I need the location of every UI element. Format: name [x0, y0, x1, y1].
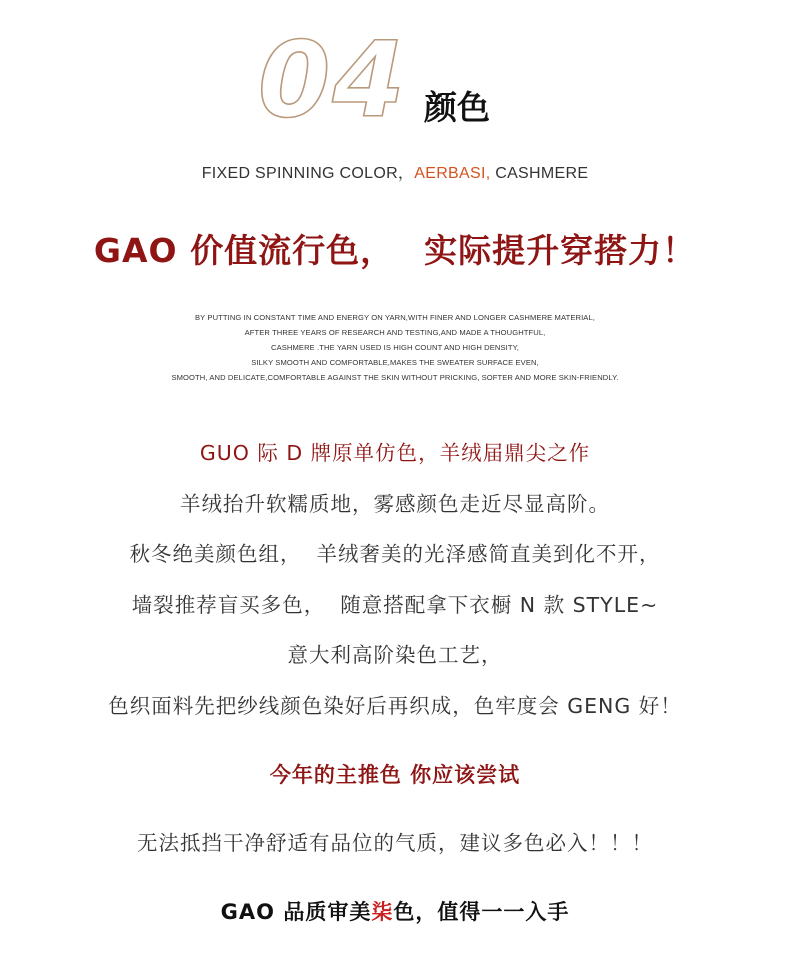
english-line: AFTER THREE YEARS OF RESEARCH AND TESTING,AND MADE A THOUGHTFUL, — [244, 328, 546, 337]
headline-left: GAO 价值流行色， — [93, 231, 395, 270]
english-line: CASHMERE .THE YARN USED IS HIGH COUNT AND HIGH DENSITY, — [271, 343, 519, 352]
subtitle-part-3: CASHMERE — [490, 165, 589, 182]
closing-before: GAO 品质审美 — [220, 900, 372, 924]
suggestion-text: 无法抵挡干净舒适有品位的气质，建议多色必入！！！ — [137, 831, 653, 855]
english-line: SILKY SMOOTH AND COMFORTABLE,MAKES THE SWEATER SURFACE EVEN, — [251, 358, 539, 367]
section-number: 04 — [258, 19, 407, 141]
section-title: 颜色 — [424, 88, 490, 127]
headline — [0, 225, 790, 272]
recommend-heading: 今年的主推色 你应该尝试 — [269, 763, 521, 787]
subtitle — [0, 160, 790, 183]
closing-after: 色，值得一一入手 — [393, 900, 570, 924]
body-line: 意大利高阶染色工艺， — [287, 643, 503, 667]
body-line-lead: GUO 际 D 牌原单仿色，羊绒届鼎尖之作 — [199, 441, 591, 465]
english-line: SMOOTH, AND DELICATE,COMFORTABLE AGAINST THE SKIN WITHOUT PRICKING, SOFTER AND MORE SKIN-FRIENDLY. — [171, 373, 619, 382]
body-copy — [0, 428, 790, 731]
body-line: 色织面料先把纱线颜色染好后再织成，色牢度会 GENG 好！ — [108, 693, 682, 718]
subtitle-highlight: AERBASI, — [414, 165, 491, 182]
subtitle-part-1: FIXED SPINNING COLOR， — [201, 165, 415, 182]
closing-line — [0, 896, 790, 926]
headline-right: 实际提升穿搭力！ — [424, 231, 697, 270]
body-line: 羊绒抬升软糯质地，雾感颜色走近尽显高阶。 — [180, 491, 610, 516]
body-line: 秋冬绝美颜色组， 羊绒奢美的光泽感简直美到化不开， — [129, 542, 661, 566]
closing-highlight: 柒 — [371, 900, 394, 924]
english-paragraph — [0, 310, 790, 385]
body-line: 墙裂推荐盲买多色， 随意搭配拿下衣橱 N 款 STYLE~ — [131, 592, 659, 617]
english-line: BY PUTTING IN CONSTANT TIME AND ENERGY ON YARN,WITH FINER AND LONGER CASHMERE MATERIAL, — [195, 313, 595, 322]
